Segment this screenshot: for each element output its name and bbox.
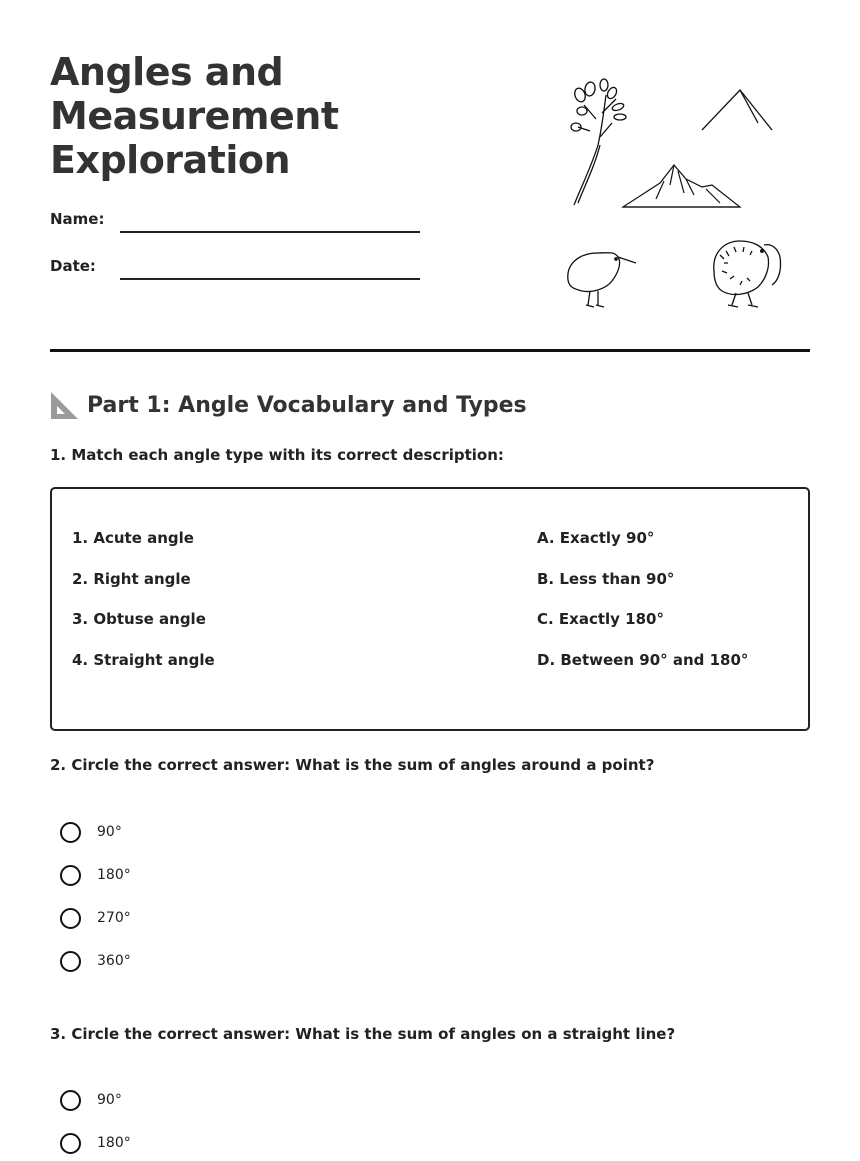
question-1-prompt: 1. Match each angle type with its correct description: [50, 446, 504, 464]
section-heading-part1 [50, 388, 527, 422]
q3-option-180[interactable] [60, 1130, 131, 1156]
radio-circle[interactable] [60, 1133, 81, 1154]
angle-types-column [72, 529, 215, 691]
title-line-2: Measurement [50, 94, 339, 138]
date-label: Date: [50, 257, 96, 275]
header-divider [50, 349, 810, 352]
option-label: 270° [97, 910, 131, 926]
worksheet-title [50, 50, 470, 182]
radio-circle[interactable] [60, 951, 81, 972]
match-desc-c: C. Exactly 180° [537, 610, 664, 628]
question-3-prompt: 3. Circle the correct answer: What is the sum of angles on a straight line? [50, 1025, 676, 1043]
option-label: 180° [97, 867, 131, 883]
kiwi-bird-illustration [568, 253, 636, 307]
kowhai-branch-illustration [571, 79, 626, 205]
option-label: 90° [97, 1092, 122, 1108]
q3-option-90[interactable] [60, 1087, 122, 1113]
illustrations [560, 75, 800, 315]
section-title: Part 1: Angle Vocabulary and Types [87, 392, 527, 418]
title-line-1: Angles and [50, 50, 284, 94]
name-field[interactable] [120, 231, 420, 233]
match-desc-b: B. Less than 90° [537, 569, 675, 588]
q2-option-360[interactable] [60, 948, 131, 974]
option-label: 180° [97, 1135, 131, 1151]
match-desc-d: D. Between 90° and 180° [537, 650, 749, 669]
radio-circle[interactable] [60, 865, 81, 886]
descriptions-column [537, 529, 748, 691]
option-label: 360° [97, 953, 131, 969]
q2-option-270[interactable] [60, 905, 131, 931]
match-item-right: 2. Right angle [72, 569, 191, 588]
angle-peak-illustration [702, 90, 772, 130]
radio-circle[interactable] [60, 908, 81, 929]
question-2-prompt: 2. Circle the correct answer: What is the sum of angles around a point? [50, 756, 655, 774]
radio-circle[interactable] [60, 822, 81, 843]
q2-option-180[interactable] [60, 862, 131, 888]
set-square-icon [50, 391, 79, 420]
title-line-3: Exploration [50, 138, 291, 182]
name-label: Name: [50, 210, 105, 228]
option-label: 90° [97, 824, 122, 840]
radio-circle[interactable] [60, 1090, 81, 1111]
match-item-straight: 4. Straight angle [72, 650, 215, 669]
match-desc-a: A. Exactly 90° [537, 529, 655, 547]
match-item-obtuse: 3. Obtuse angle [72, 610, 206, 628]
matching-box [50, 487, 810, 731]
mountain-illustration [623, 165, 740, 207]
date-field[interactable] [120, 278, 420, 280]
q2-option-90[interactable] [60, 819, 122, 845]
match-item-acute: 1. Acute angle [72, 529, 194, 547]
kiwi-bird-detailed-illustration [714, 241, 781, 307]
